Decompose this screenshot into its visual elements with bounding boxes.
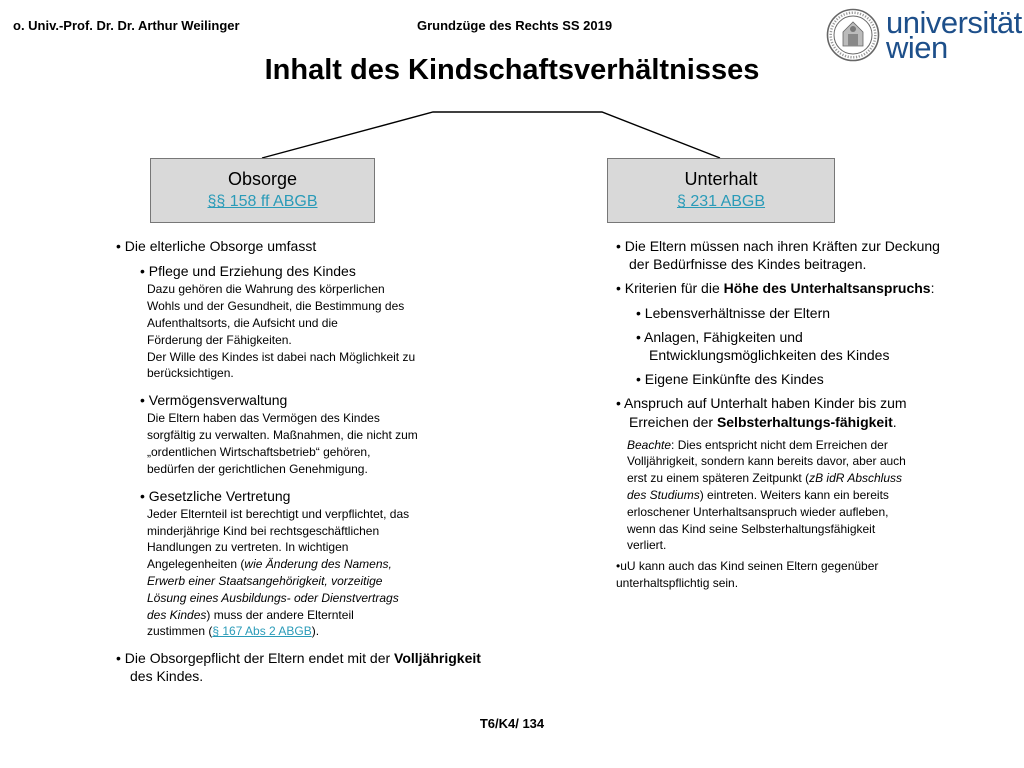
pflege-bullet: • Pflege und Erziehung des Kindes xyxy=(140,263,356,280)
unterhalt-law-link[interactable]: § 231 ABGB xyxy=(676,193,766,210)
obsorge-end-bullet: • Die Obsorgepflicht der Eltern endet mit der Volljährigkeit des Kindes. xyxy=(116,650,481,685)
unterhalt-bullet-criteria: • Kriterien für die Höhe des Unterhaltsanspruchs: xyxy=(616,280,935,297)
header-course: Grundzüge des Rechts SS 2019 xyxy=(417,18,613,33)
unterhalt-column xyxy=(616,237,956,592)
logo-line2: wien xyxy=(886,30,948,65)
obsorge-heading: Obsorge xyxy=(227,169,298,189)
logo-line1: universität xyxy=(886,5,1022,40)
vertretung-description: Jeder Elternteil ist berechtigt und verpflichtet, das minderjährige Kind bei rechtsgeschäftlichen Handlungen zu vertreten. In wichtigen Angelegenheiten (wie Änderung des Namens, Erwerb einer Staatsangehörigkeit, vorzeitige Lösung eines Ausbildungs- oder Dienstvertrags des Kindes) muss der andere Elternteil zustimmen (§ 167 Abs 2 ABGB). xyxy=(147,506,410,639)
unterhalt-heading: Unterhalt xyxy=(684,169,758,189)
logo-wordmark xyxy=(886,5,1022,65)
page-title: Inhalt des Kindschaftsverhältnisses xyxy=(264,54,760,86)
criteria-item-abilities: • Anlagen, Fähigkeiten und Entwicklungsmöglichkeiten des Kindes xyxy=(636,328,890,363)
vermoegen-description: Die Eltern haben das Vermögen des Kindes sorgfältig zu verwalten. Maßnahmen, die nicht zum „ordentlichen Wirtschaftsbetrieb“ gehören, bedürfen der gerichtlichen Genehmigung. xyxy=(147,411,418,476)
obsorge-column xyxy=(116,237,486,692)
vermoegen-bullet: • Vermögensverwaltung xyxy=(140,392,288,409)
pflege-description: Dazu gehören die Wahrung des körperlichen Wohls und der Gesundheit, die Bestimmung des Aufenthaltsorts, die Aufsicht und die Förderung der Fähigkeiten. Der Wille des Kindes ist dabei nach Möglichkeit zu berücksichtigen. xyxy=(147,282,416,381)
header-author: o. Univ.-Prof. Dr. Dr. Arthur Weilinger xyxy=(13,18,240,33)
unterhalt-bullet-duty: • Die Eltern müssen nach ihren Kräften zur Deckung der Bedürfnisse des Kindes beitragen. xyxy=(616,238,940,273)
beachte-note: Beachte: Dies entspricht nicht dem Erreichen der Volljährigkeit, sondern kann bereits davor, aber auch erst zu einem späteren Zeitpunkt (zB idR Abschluss des Studiums) eintreten. Weiters kann ein bereits erloschener Unterhaltsanspruch wieder aufleben, wenn das Kind seine Selbsterhaltungsfähigkeit verliert. xyxy=(627,437,906,553)
criteria-item-living: • Lebensverhältnisse der Eltern xyxy=(636,304,831,321)
page-number: T6/K4/ 134 xyxy=(479,716,545,731)
unterhalt-box xyxy=(607,158,835,223)
criteria-item-income: • Eigene Einkünfte des Kindes xyxy=(636,371,824,388)
obsorge-box xyxy=(150,158,375,223)
obsorge-law-link[interactable]: §§ 158 ff ABGB xyxy=(207,193,318,210)
reciprocal-maintenance-note: •uU kann auch das Kind seinen Eltern gegenüber unterhaltspflichtig sein. xyxy=(616,559,879,591)
vertretung-law-link[interactable]: § 167 Abs 2 ABGB xyxy=(212,624,312,639)
unterhalt-bullet-claim: • Anspruch auf Unterhalt haben Kinder bis zum Erreichen der Selbsterhaltungs-fähigkeit. xyxy=(616,395,907,430)
obsorge-intro-bullet: • Die elterliche Obsorge umfasst xyxy=(116,238,317,254)
vertretung-bullet: • Gesetzliche Vertretung xyxy=(140,487,291,504)
